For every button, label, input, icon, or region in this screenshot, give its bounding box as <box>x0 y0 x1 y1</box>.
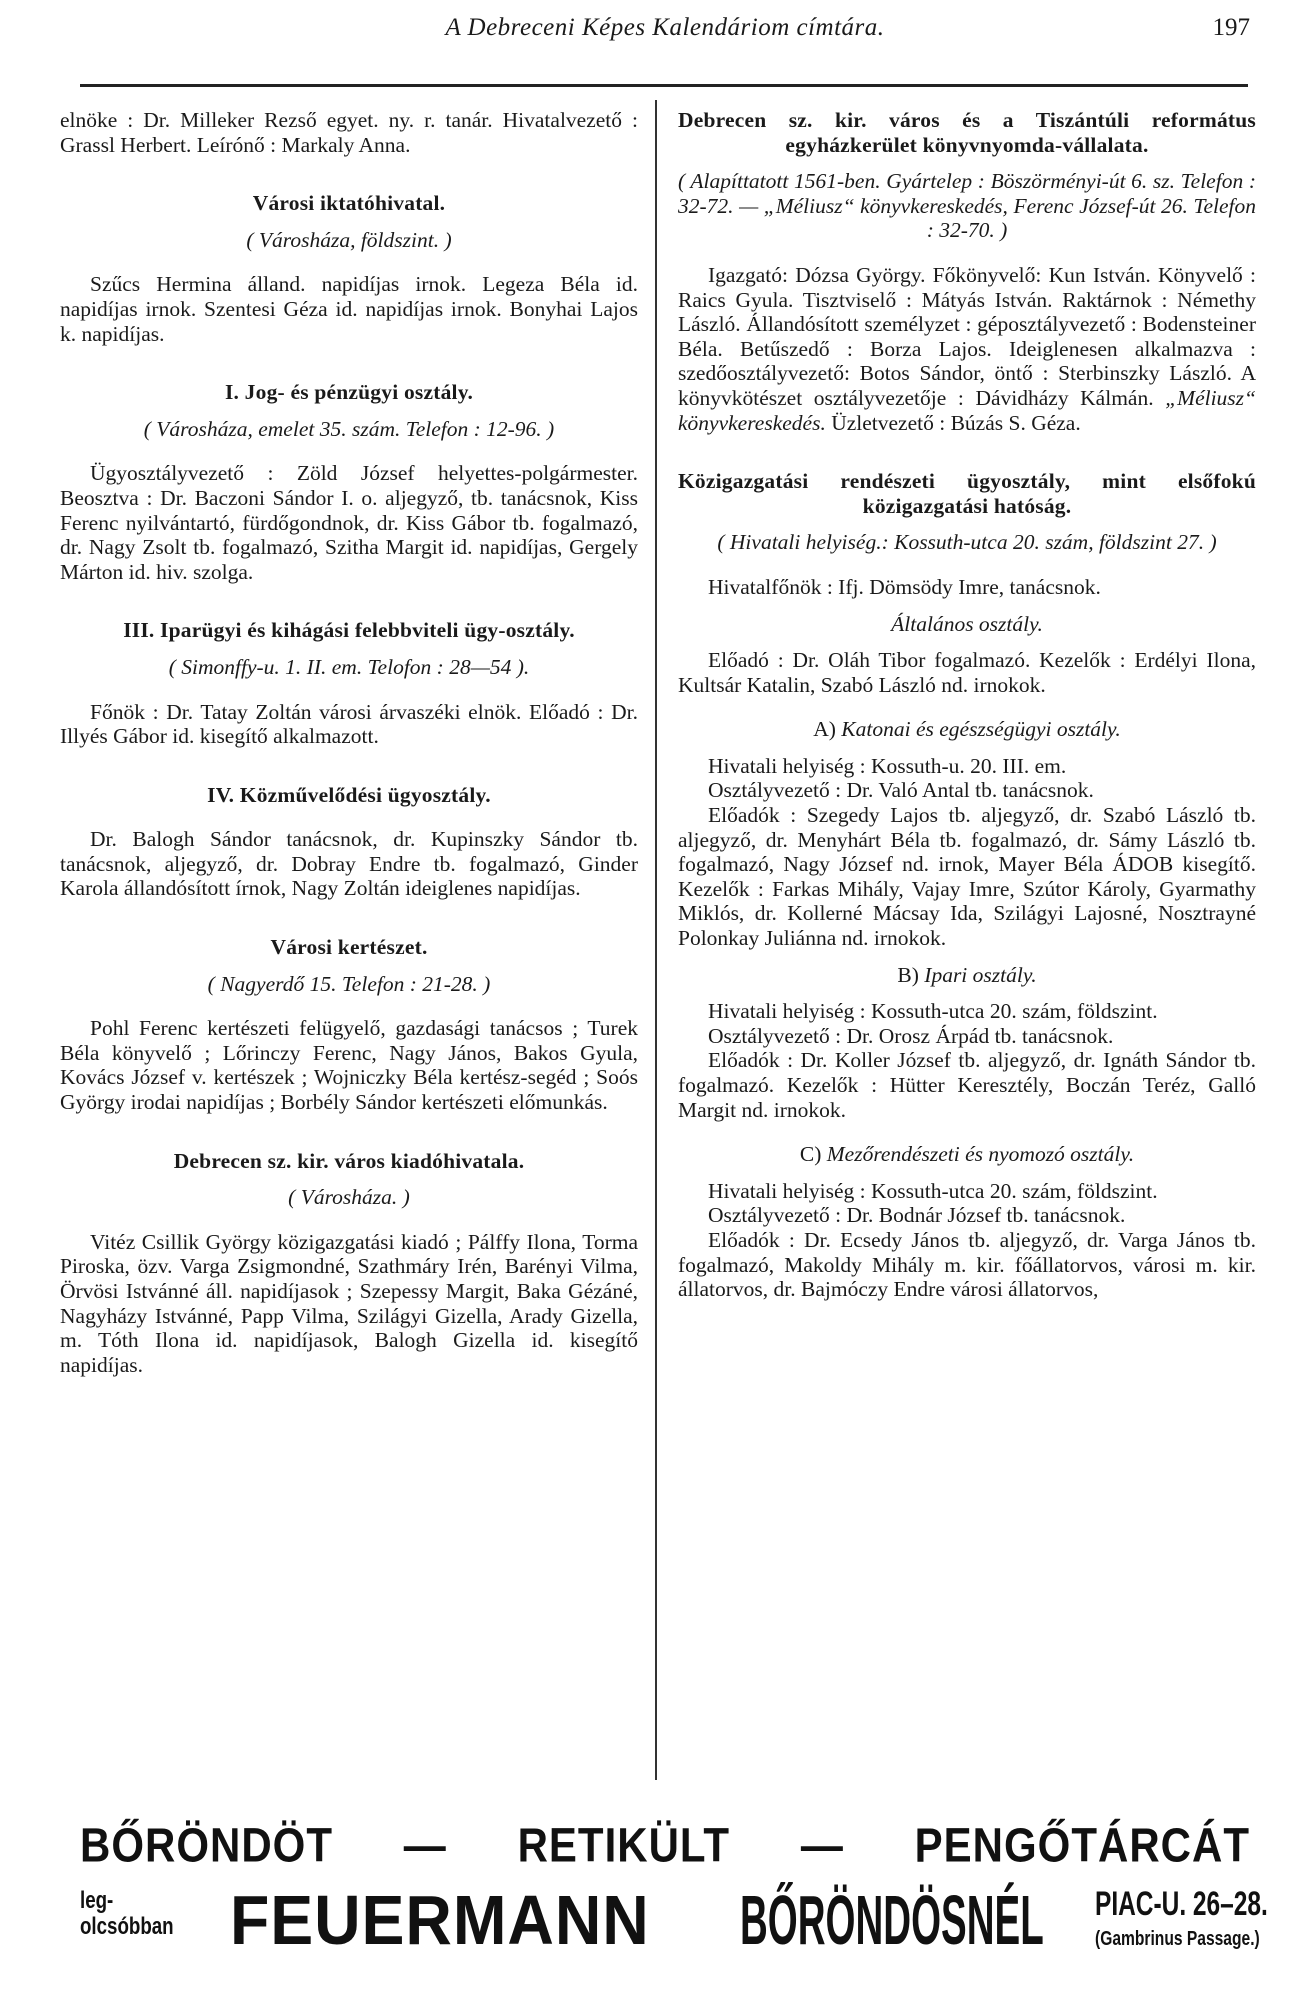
section-rendeszeti <box>678 469 1256 1302</box>
section-heading: III. Iparügyi és kihágási felebbviteli ügy-osztály. <box>123 618 575 643</box>
section-heading: Debrecen sz. kir. város és a Tiszántúli református egyházkerület könyvnyomda-vállalata. <box>678 108 1256 157</box>
section-heading: IV. Közművelődési ügyosztály. <box>207 782 491 807</box>
section-location: ( Városháza, földszint. ) <box>246 227 452 252</box>
section-heading: Debrecen sz. kir. város kiadóhivatala. <box>173 1148 525 1173</box>
division-heading <box>678 1142 1256 1167</box>
section-body: Főnök : Dr. Tatay Zoltán városi árvaszéki elnök. Előadó : Dr. Illyés Gábor id. kisegítő alkalmazott. <box>60 699 638 749</box>
ad-address: PIAC-U. 26–28. <box>1095 1885 1268 1923</box>
subsection-title: Általános osztály. <box>891 611 1043 636</box>
column-divider <box>655 100 657 1780</box>
section-heading: Közigazgatási rendészeti ügyosztály, mint elsőfokú közigazgatási hatóság. <box>678 469 1256 518</box>
section-body: Pohl Ferenc kertészeti felügyelő, gazdasági tanácsos ; Turek Béla könyvelő ; Lőrinczy Ferenc, Nagy János, Bakos Gyula, Kovács József v. kertészek ; Wojniczky Béla kertész-segéd ; Soós György irodai napidíjas ; Borbély Sándor kertészeti előmunkás. <box>60 1016 638 1115</box>
section-body: Vitéz Csillik György közigazgatási kiadó ; Pálffy Ilona, Torma Piroska, özv. Varga Zsigmondné, Szathmáry Irén, Barényi Vilma, Örvösi Istvánné áll. napidíjasok ; Szepessy Margit, Baka Gézáné, Nagyházy Istvánné, Papp Vilma, Szilágyi Gizella, Arady Gizella, m. Tóth Ilona id. napidíjasok, Balogh Gizella id. kisegítő napidíjas. <box>60 1229 638 1377</box>
staff-list: Igazgató: Dózsa György. Főkönyvelő: Kun István. Könyvelő : Raics Gyula. Tisztviselő : Mátyás István. Raktárnok : Némethy László. Állandósított személyzet : géposztályvezető : Bodensteiner Béla. Betűszedő : Borza Lajos. Ideiglenesen alkalmazva : szedőosztályvezető: Botos Sándor, öntő : Sterbinszky László. A könyvkötészet osztályvezetője : Dávidházy Kálmán. <box>678 262 1256 410</box>
division-line: Előadók : Szegedy Lajos tb. aljegyző, dr. Szabó László tb. aljegyző, dr. Menyhárt Béla tb. fogalmazó, dr. Sámy László tb. fogalmazó, Nagy József nd. irnok, Mayer Béla ÁDOB kisegítő. Kezelők : Farkas Mihály, Vajay Imre, Szútor Károly, Gyarmathy Miklós, dr. Kollerné Mácsay Ida, Szilágyi Lajosné, Nosztrayné Polonkay Juliánna nd. irnokok. <box>678 803 1256 951</box>
division-b <box>678 963 1256 1123</box>
section-location: ( Városháza, emelet 35. szám. Telefon : 12-96. ) <box>143 416 555 441</box>
running-head <box>80 14 1250 54</box>
ad-cheapest <box>80 1888 174 1940</box>
division-letter: C) <box>799 1142 822 1167</box>
section-location: ( Nagyerdő 15. Telefon : 21-28. ) <box>207 971 491 996</box>
division-line: Hivatali helyiség : Kossuth-utca 20. szám, földszint. <box>708 999 1158 1024</box>
intro-paragraph: elnöke : Dr. Milleker Rezső egyet. ny. r. tanár. Hivatalvezető : Grassl Herbert. Leírónő : Markaly Anna. <box>60 108 638 157</box>
ad-cheapest-1: leg- <box>80 1887 114 1914</box>
section-body: Ügyosztályvezető : Zöld József helyettes-polgármester. Beosztva : Dr. Baczoni Sándor I. o. aljegyző, tb. tanácsnok, Kiss Ferenc nyilvántartó, fürdőgondnok, dr. Kiss Gábor tb. fogalmazó, dr. Nagy Zsolt tb. fogalmazó, Szitha Margit id. napidíjas, Gergely Márton id. hiv. szolga. <box>60 461 638 584</box>
ad-dash: — <box>800 1818 844 1873</box>
subsection-body: Előadó : Dr. Oláh Tibor fogalmazó. Kezelők : Erdélyi Ilona, Kultsár Katalin, Szabó László nd. irnokok. <box>678 648 1256 697</box>
division-title: Katonai és egészségügyi osztály. <box>841 717 1121 742</box>
header-rule <box>80 84 1248 87</box>
division-line: Hivatali helyiség : Kossuth-u. 20. III. em. <box>708 753 1067 778</box>
section-location: ( Alapíttatott 1561-ben. Gyártelep : Böszörményi-út 6. sz. Telefon : 32-72. — „Méliusz“ könyvkereskedés, Ferenc József-út 26. Telefon : 32-70. ) <box>678 169 1256 243</box>
ad-product: BŐRÖNDÖT <box>80 1818 333 1873</box>
division-a <box>678 717 1256 950</box>
section-heading: Városi iktatóhivatal. <box>252 191 446 216</box>
division-c <box>678 1142 1256 1302</box>
division-line: Hivatali helyiség : Kossuth-utca 20. szám, földszint. <box>708 1178 1158 1203</box>
section-kiadohivatal <box>60 1149 638 1378</box>
section-heading: Városi kertészet. <box>270 935 428 960</box>
section-body: Szűcs Hermina álland. napidíjas irnok. Legeza Béla id. napidíjas irnok. Szentesi Géza id. napidíjas irnok. Bonyhai Lajos k. napidíjas. <box>60 272 638 346</box>
section-konyvnyomda <box>678 108 1256 435</box>
division-line: Osztályvezető : Dr. Való Antal tb. tanácsnok. <box>708 778 1094 803</box>
left-column <box>60 108 638 1377</box>
section-iktatohivatal <box>60 191 638 346</box>
advertisement <box>80 1818 1268 1978</box>
division-letter: A) <box>813 717 836 742</box>
section-location: ( Simonffy-u. 1. II. em. Telofon : 28—54 ). <box>168 654 530 679</box>
division-title: Ipari osztály. <box>924 962 1037 987</box>
section-kerteszet <box>60 935 638 1115</box>
ad-brand-name: FEUERMANN <box>230 1881 650 1959</box>
section-kozmuvelodesi <box>60 783 638 901</box>
section-jog-penzugyi <box>60 380 638 584</box>
section-iparugyi <box>60 618 638 748</box>
division-line: Előadók : Dr. Ecsedy János tb. aljegyző, dr. Varga János tb. fogalmazó, Makoldy Mihály m. kir. főállatorvos, városi m. kir. állatorvos, dr. Bajmóczy Endre városi állatorvos, <box>678 1227 1256 1302</box>
section-body <box>678 263 1256 435</box>
division-line: Előadók : Dr. Koller József tb. aljegyző, dr. Ignáth Sándor tb. fogalmazó. Kezelők : Hütter Keresztély, Boczán Teréz, Galló Margit nd. irnokok. <box>678 1048 1256 1122</box>
division-heading <box>678 963 1256 988</box>
section-location: ( Hivatali helyiség.: Kossuth-utca 20. szám, földszint 27. ) <box>717 530 1217 555</box>
shop-manager: Üzletvezető : Búzás S. Géza. <box>831 410 1081 435</box>
division-line: Osztályvezető : Dr. Orosz Árpád tb. tanácsnok. <box>708 1023 1114 1048</box>
division-letter: B) <box>897 962 919 987</box>
division-heading <box>678 717 1256 742</box>
division-title: Mezőrendészeti és nyomozó osztály. <box>826 1142 1135 1167</box>
section-heading: I. Jog- és pénzügyi osztály. <box>224 380 474 405</box>
ad-shop-line <box>80 1881 1268 1978</box>
ad-cheapest-2: olcsóbban <box>80 1913 174 1940</box>
ad-shop-name: BŐRÖNDÖSNÉL <box>740 1881 1044 1959</box>
running-title: A Debreceni Képes Kalendáriom címtára. <box>445 14 885 41</box>
ad-product: PENGŐTÁRCÁT <box>914 1818 1250 1873</box>
division-line: Osztályvezető : Dr. Bodnár József tb. tanácsnok. <box>708 1203 1126 1228</box>
bookshop-name: „Méliusz“ könyvkereskedés. <box>678 385 1257 435</box>
ad-passage: (Gambrinus Passage.) <box>1095 1928 1260 1950</box>
section-location: ( Városháza. ) <box>288 1185 410 1210</box>
section-body: Dr. Balogh Sándor tanácsnok, dr. Kupinszky Sándor tb. tanácsnok, aljegyző, dr. Dobray Endre tb. fogalmazó, Ginder Karola állandósított írnok, Nagy Zoltán ideiglenes napidíjas. <box>60 827 638 901</box>
ad-product-line <box>80 1818 1250 1873</box>
office-chief: Hivatalfőnök : Ifj. Dömsödy Imre, tanácsnok. <box>708 574 1101 599</box>
ad-product: RETIKÜLT <box>517 1818 731 1873</box>
right-column <box>678 108 1256 1302</box>
ad-dash: — <box>403 1818 447 1873</box>
page-number: 197 <box>1212 14 1250 41</box>
